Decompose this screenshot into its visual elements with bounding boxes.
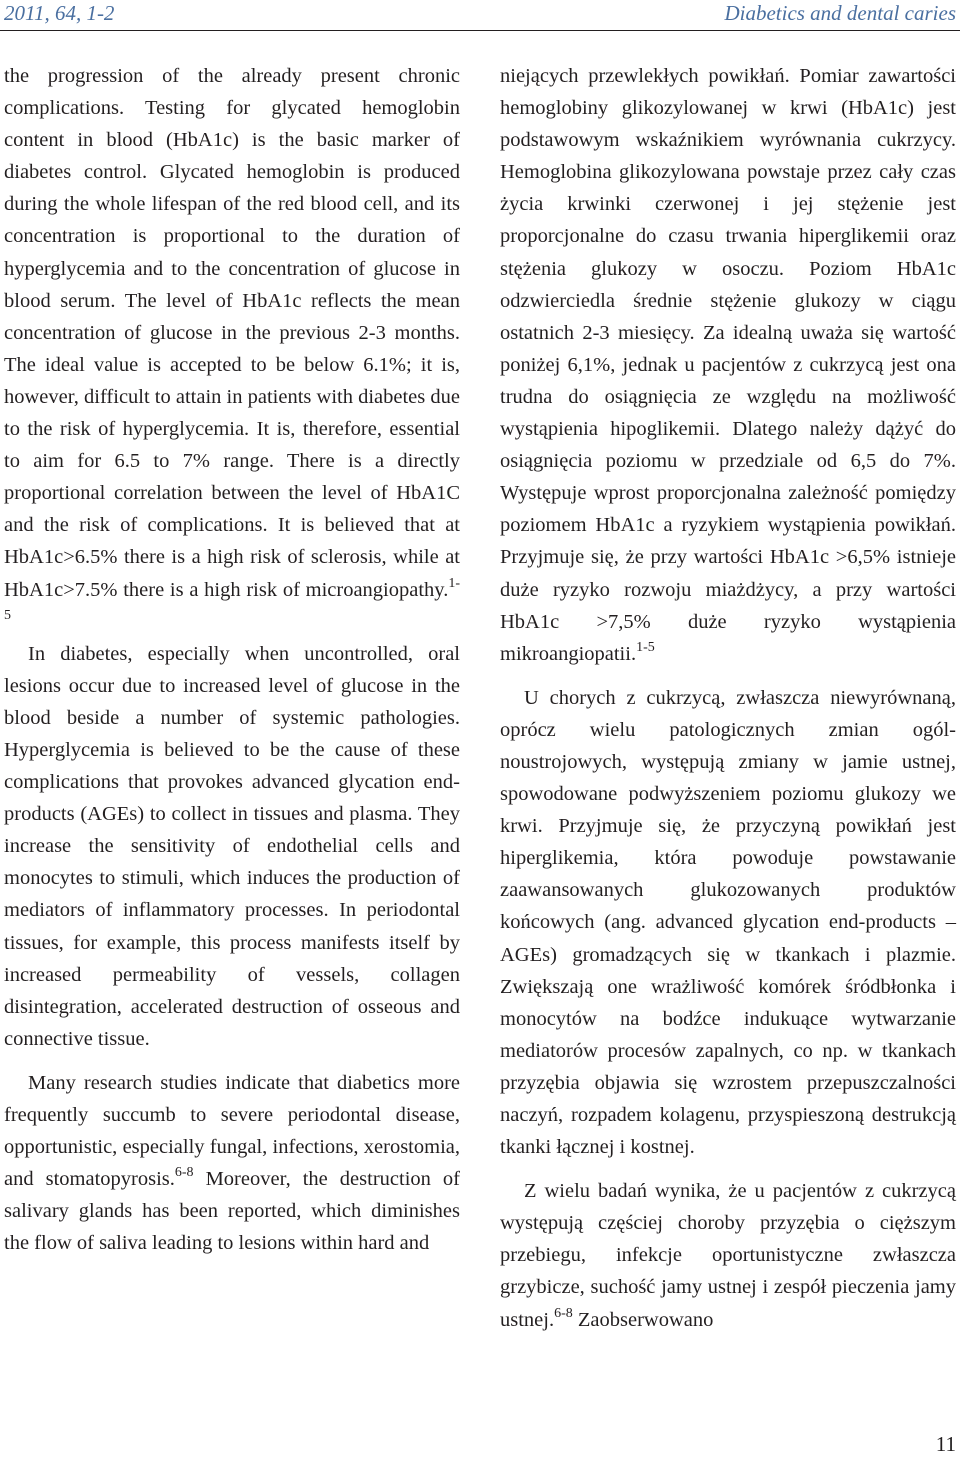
paragraph-1 [4, 60, 460, 638]
paragraph-2 [4, 638, 460, 1055]
article-short-title: Diabetics and dental caries [724, 1, 956, 25]
polish-column [500, 60, 956, 1336]
paragraph-3 [4, 1067, 460, 1260]
paragraph-text: In diabetes, especially when uncontrolled, oral lesions occur due to increased level of glucose in the blood beside a number of systemic pathologies. Hyperglycemia is believed to be the cause of these complications that provokes advanced glycation end-products (AGEs) to collect in tissues and plasma. They increase the sensitivity of endothelial cells and monocytes to stimuli, which induces the production of mediators of inflammatory processes. In periodontal tissues, for example, this process manifests itself by increased permeability of vessels, collagen disintegration, accelerated destruction of osseous and connective tissue. [4, 642, 460, 1050]
paragraph-3 [500, 1175, 956, 1335]
paragraph-text-continued: Moreover, the destruction of salivary glands has been reported, which diminishes the flow of saliva leading to lesions within hard and [4, 1168, 460, 1255]
english-column [4, 60, 460, 1259]
journal-issue: 2011, 64, 1-2 [4, 1, 115, 25]
page-number: 11 [935, 1432, 956, 1456]
paragraph-text: Z wielu badań wynika, że u pacjentów z cukrzycą występują częściej choroby przyzębia o cięższym przebiegu, infekcje oportunistyczne zwłaszcza grzybicze, suchość jamy ustnej i zespół pieczenia jamy ustnej. [500, 1180, 956, 1331]
citation-ref: 6-8 [174, 1165, 194, 1181]
citation-ref: 6-8 [554, 1305, 573, 1321]
paragraph-text: the progression of the already present chronic complications. Testing for glycated hemoglobin content in blood (HbA1c) is the basic marker of diabetes control. Glycated hemoglobin is produced during the whole lifespan of the red blood cell, and its concentration is proportional to the duration of hyperglycemia and to the concentration of glucose in blood serum. The level of HbA1c reflects the mean concentration of glucose in the previous 2-3 months. The ideal value is accepted to be below 6.1%; it is, however, difficult to attain in patients with diabetes due to the risk of hyperglycemia. It is, therefore, essential to aim for 6.5 to 7% range. There is a directly proportional correlation between the level of HbA1C and the risk of complications. It is believed that at HbA1c>6.5% there is a high risk of sclerosis, while at HbA1c>7.5% there is a high risk of microangiopathy. [4, 65, 460, 601]
paragraph-text: niejących przewlekłych powikłań. Pomiar zawartości hemoglobiny glikozylowanej w krwi (HbA1c) jest podstawowym wskaźnikiem wyrównania cukrzycy. Hemoglobina glikozylowana powstaje przez cały czas życia krwinki czerwonej i jej stężenie jest proporcjonalne do czasu trwania hiperglikemii oraz stężenia glukozy w osoczu. Poziom HbA1c odzwierciedla średnie stężenie glukozy w ciągu ostatnich 2-3 miesięcy. Za idealną uważa się wartość poniżej 6,1%, jednak u pacjentów z cukrzycą jest ona trudna do osiągnięcia ze względu na możliwość wystąpienia hipoglikemii. Dlatego należy dążyć do osiągnięcia poziomu w przedziale od 6,5 do 7%. Występuje wprost proporcjonalna zależność pomiędzy poziomem HbA1c a ryzykiem wystąpienia powikłań. Przyjmuje się, że przy wartości HbA1c >6,5% istnieje duże ryzyko rozwoju miażdżycy, a przy wartości HbA1c >7,5% duże ryzyko wystąpienia mikroangiopatii. [500, 65, 956, 665]
citation-ref: 1-5 [636, 639, 655, 655]
paragraph-text: Many research studies indicate that diabetics more frequently succumb to severe periodontal disease, opportunistic, especially fungal, infections, xerostomia, and stomatopyrosis. [4, 1071, 460, 1191]
paragraph-text-continued: Zaobserwowano [572, 1308, 714, 1331]
running-head [0, 0, 960, 31]
paragraph-2 [500, 682, 956, 1163]
paragraph-text: U chorych z cukrzycą, zwłaszcza niewyrównaną, oprócz wielu patologicznych zmian ogólnoustrojowych, występują zmiany w jamie ustnej, spowodowane podwyższeniem poziomu glukozy we krwi. Przyjmuje się, że przyczyną powikłań jest hiperglikemia, która powoduje powstawanie zaawansowanych glukozowanych produktów końcowych (ang. advanced glycation end-products – AGEs) gromadzących się w tkankach i plazmie. Zwiększają one wrażliwość komórek śródbłonka i monocytów na bodźce indukuące wytwarzanie mediatorów procesów zapalnych, co np. w tkankach przyzębia objawia się wzrostem przepuszczalności naczyń, rozpadem kolagenu, przyspieszoną destrukcją tkanki łącznej i kostnej. [500, 686, 956, 1159]
citation-ref: 1-5 [4, 575, 460, 623]
paragraph-1 [500, 60, 956, 670]
